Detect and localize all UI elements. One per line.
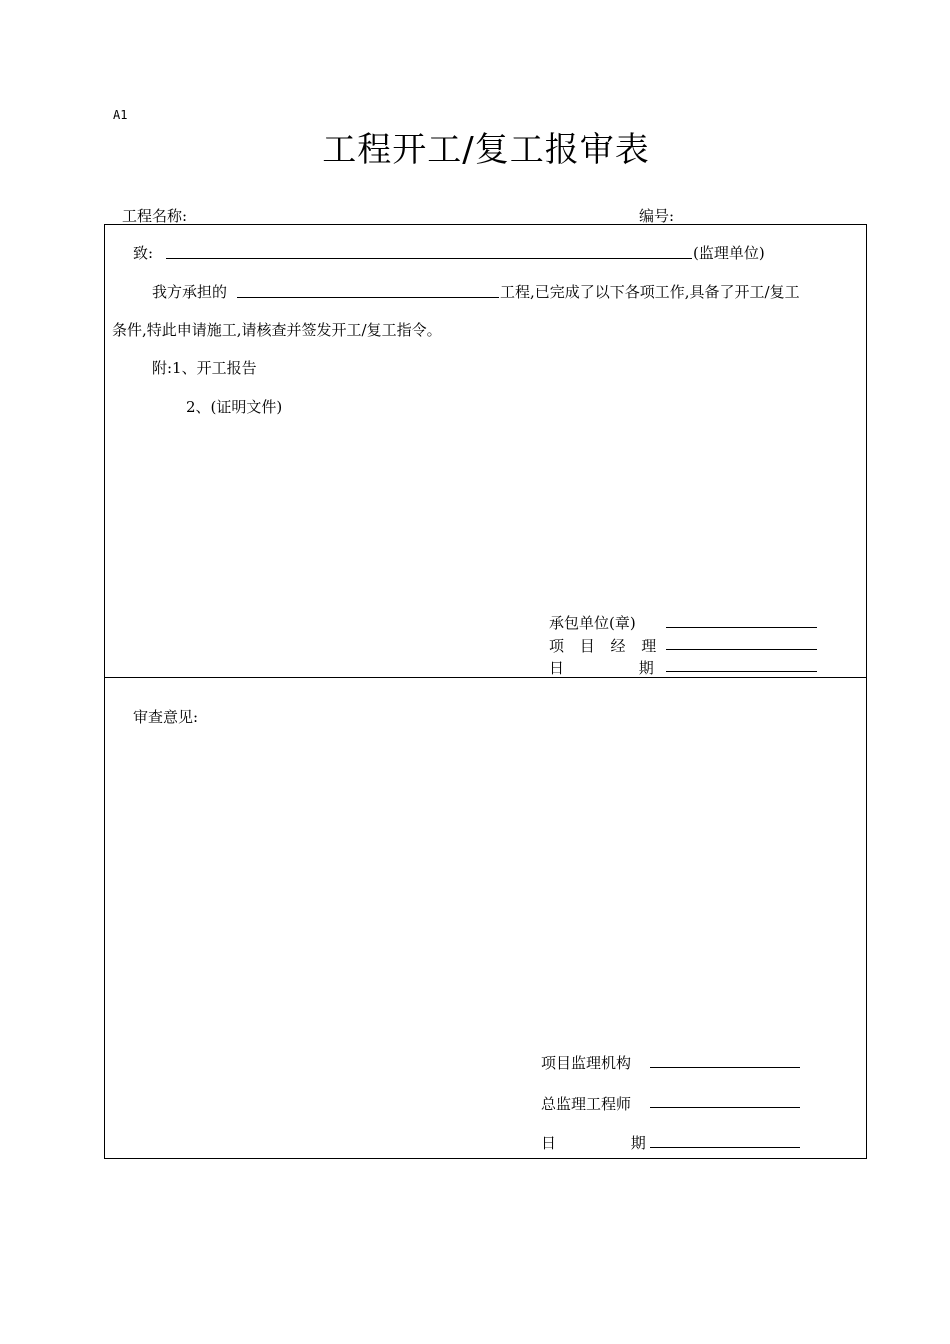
body-prefix: 我方承担的 [152, 283, 228, 301]
manager-label: 项 目 经 理 [549, 637, 657, 655]
manager-field[interactable] [666, 649, 817, 650]
review-date-field[interactable] [650, 1147, 800, 1148]
institution-label: 项目监理机构 [541, 1054, 632, 1072]
attachment-2: 2、(证明文件) [186, 398, 283, 416]
institution-field[interactable] [650, 1067, 800, 1068]
body-line2: 条件,特此申请施工,请核查并签发开工/复工指令。 [112, 321, 442, 339]
project-field[interactable] [237, 297, 499, 298]
contractor-label: 承包单位(章) [549, 614, 636, 632]
application-date-field[interactable] [666, 671, 817, 672]
chief-engineer-field[interactable] [650, 1107, 800, 1108]
application-date-label: 日 期 [549, 659, 654, 677]
project-name-label: 工程名称: [122, 207, 188, 225]
review-section [104, 677, 867, 1159]
serial-number-label: 编号: [639, 207, 675, 225]
review-date-label: 日 期 [541, 1134, 646, 1152]
body-suffix: 工程,已完成了以下各项工作,具备了开工/复工 [500, 283, 800, 301]
supervision-unit-field[interactable] [166, 258, 692, 259]
contractor-field[interactable] [666, 627, 817, 628]
to-label: 致: [133, 244, 154, 262]
page-title: 工程开工/复工报审表 [322, 130, 650, 170]
form-code: A1 [113, 108, 128, 122]
attachment-1: 附:1、开工报告 [152, 359, 257, 377]
review-opinion-label: 审查意见: [133, 708, 199, 726]
chief-engineer-label: 总监理工程师 [541, 1095, 632, 1113]
supervision-unit-suffix: (监理单位) [693, 244, 765, 262]
